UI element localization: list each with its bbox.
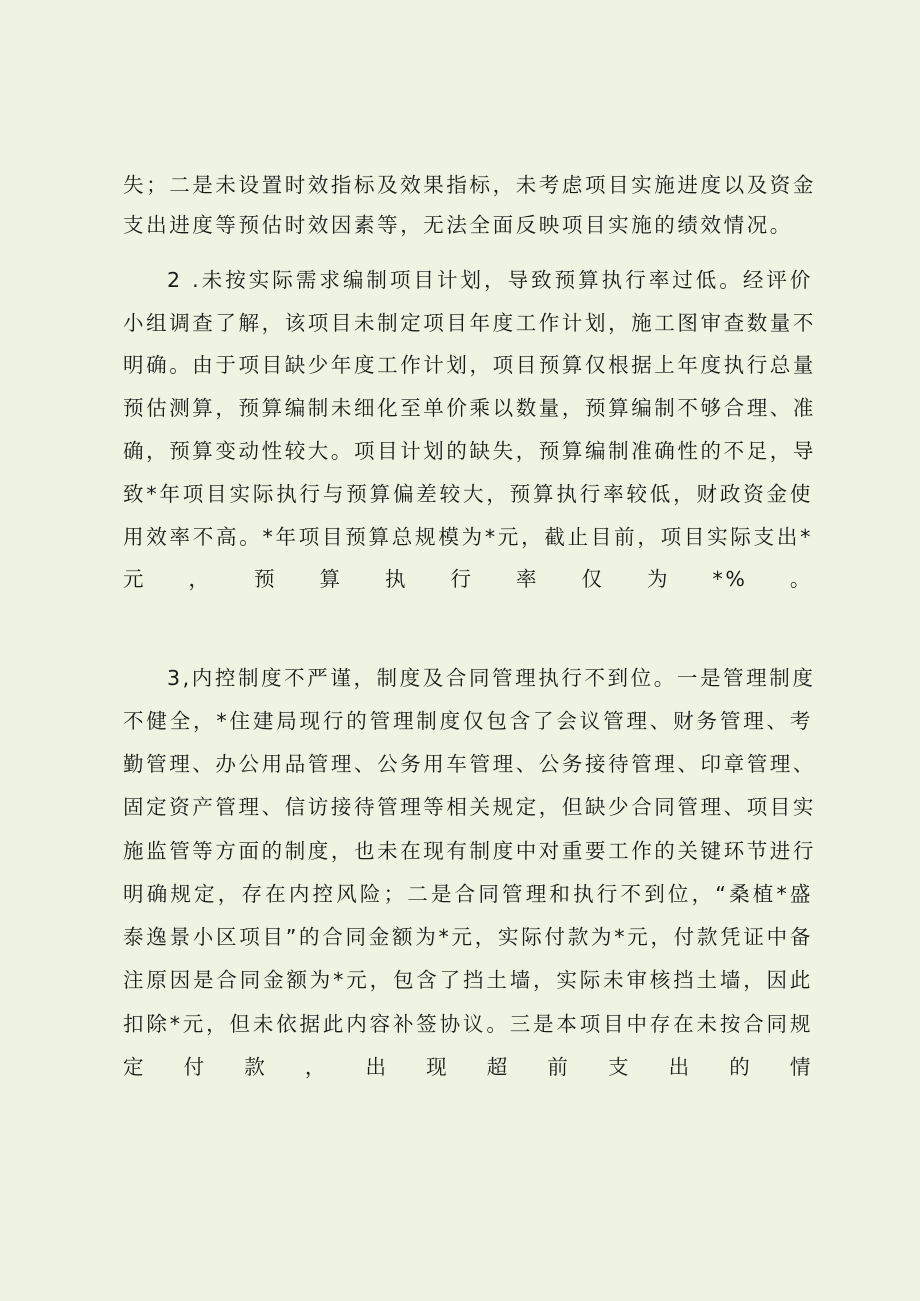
text-line: 定付款，出现超前支出的情 — [123, 1055, 813, 1079]
text-line: 小组调查了解，该项目未制定项目年度工作计划，施工图审查数量不 — [123, 311, 816, 335]
text-line: 支出进度等预估时效因素等，无法全面反映项目实施的绩效情况。 — [123, 213, 793, 237]
text-line: 固定资产管理、信访接待管理等相关规定，但缺少合同管理、项目实 — [123, 795, 816, 819]
text-line: 施监管等方面的制度，也未在现有制度中对重要工作的关键环节进行 — [123, 839, 816, 863]
text-line: 明确。由于项目缺少年度工作计划，项目预算仅根据上年度执行总量 — [123, 353, 816, 377]
text-line: 用效率不高。*年项目预算总规模为*元，截止目前，项目实际支出* — [123, 525, 813, 549]
text-line: 扣除*元，但未依据此内容补签协议。三是本项目中存在未按合同规 — [123, 1012, 813, 1036]
text-line: 注原因是合同金额为*元，包含了挡土墙，实际未审核挡土墙，因此 — [123, 968, 813, 992]
paragraph-heading-line: 3,内控制度不严谨，制度及合同管理执行不到位。一是管理制度 — [167, 666, 816, 690]
text-line: 致*年项目实际执行与预算偏差较大，预算执行率较低，财政资金使 — [123, 482, 813, 506]
text-line: 不健全，*住建局现行的管理制度仅包含了会议管理、财务管理、考 — [123, 709, 813, 733]
text-line: 预估测算，预算编制未细化至单价乘以数量，预算编制不够合理、准 — [123, 396, 816, 420]
text-line: 明确规定，存在内控风险；二是合同管理和执行不到位，“桑植*盛 — [123, 882, 813, 906]
text-line — [123, 1095, 813, 1125]
text-line: 元，预算执行率仅为*%。 — [123, 567, 813, 591]
text-line: 泰逸景小区项目”的合同金额为*元，实际付款为*元，付款凭证中备 — [123, 925, 813, 949]
text-line: 确，预算变动性较大。项目计划的缺失，预算编制准确性的不足，导 — [123, 439, 816, 463]
text-line: 勤管理、办公用品管理、公务用车管理、公务接待管理、印章管理、 — [123, 752, 816, 776]
text-line: 失；二是未设置时效指标及效果指标，未考虑项目实施进度以及资金 — [123, 173, 816, 197]
paragraph-heading-line: 2 .未按实际需求编制项目计划，导致预算执行率过低。经评价 — [167, 268, 813, 292]
